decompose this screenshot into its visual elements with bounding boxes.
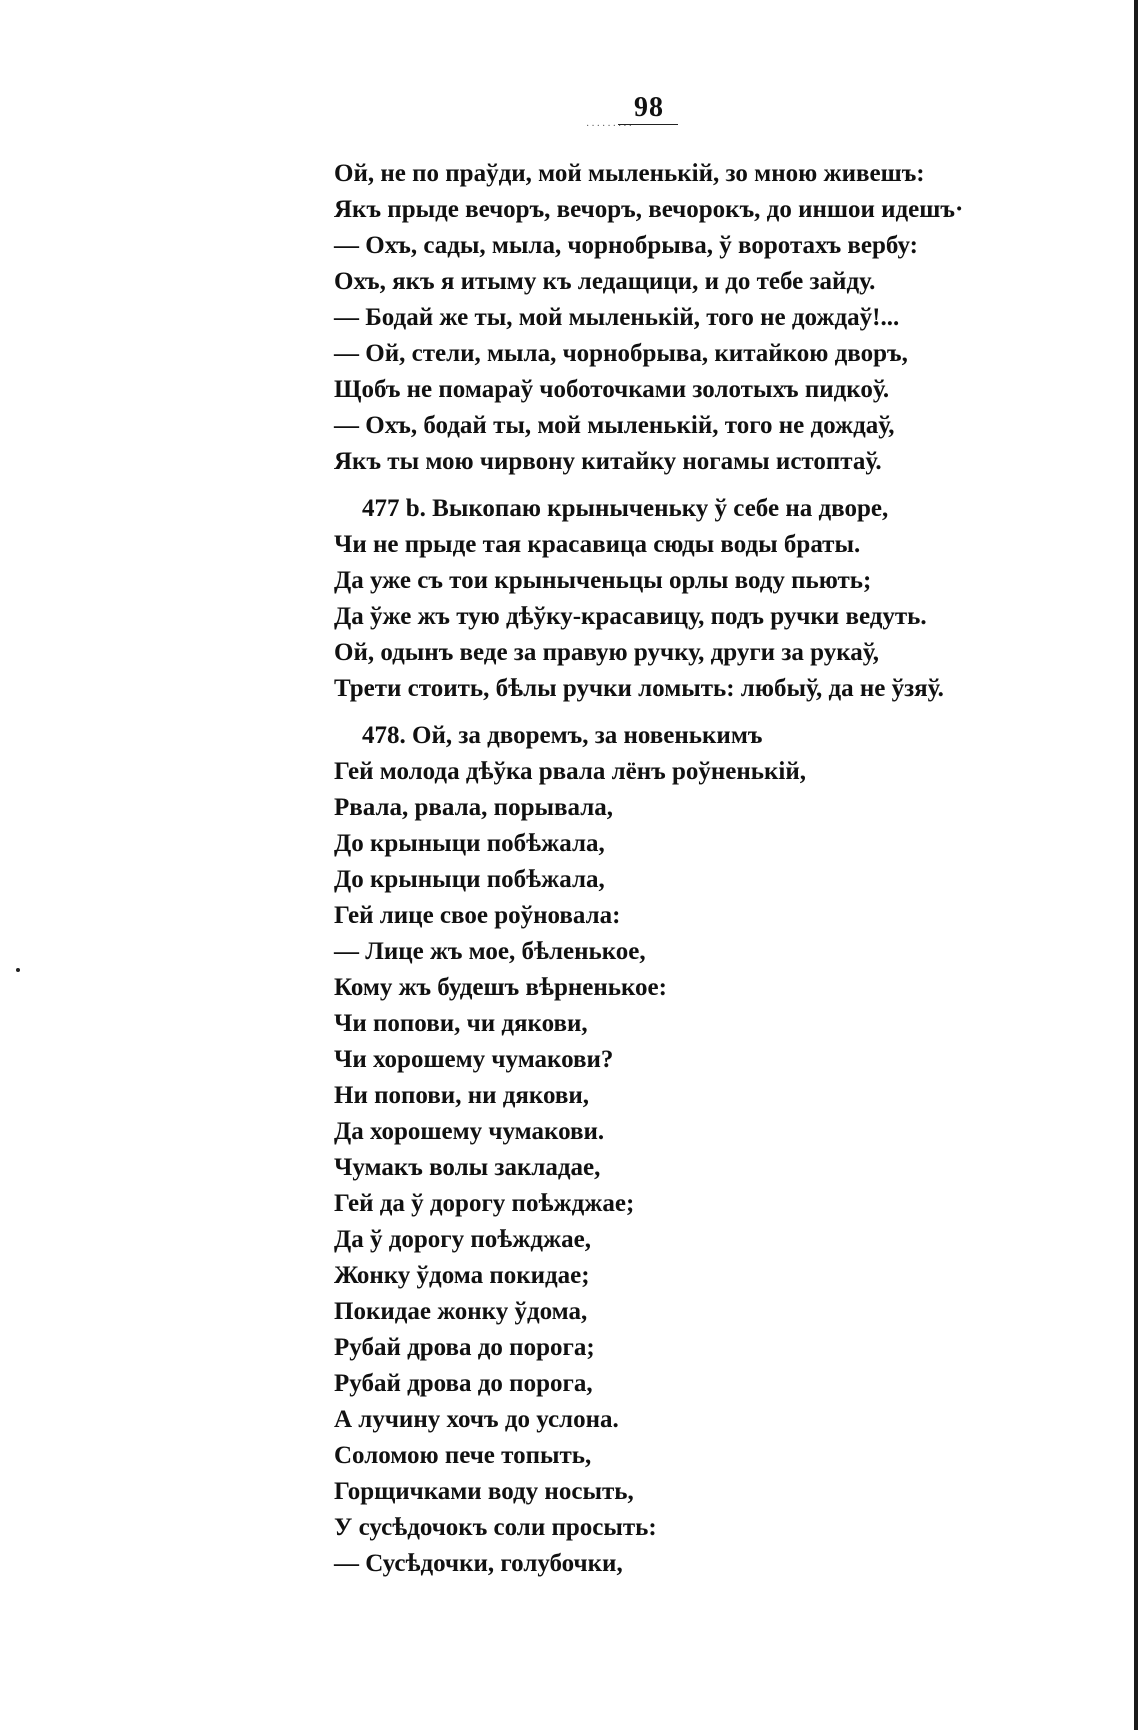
verse-text: Да уже съ тои крыныченьцы орлы воду пьють; [334, 567, 872, 594]
verse-text: Рубай дрова до порога; [334, 1334, 595, 1361]
block-gap [334, 480, 1014, 491]
verse-line [334, 1258, 1014, 1294]
verse-line [334, 228, 1014, 264]
verse-line [334, 372, 1014, 408]
verse-line [334, 1150, 1014, 1186]
verse-text: Гей молода дѣўка рвала лёнъ роўненькій, [334, 758, 807, 785]
verse-line [334, 1402, 1014, 1438]
verse-text: Да хорошему чумакови. [334, 1118, 605, 1145]
verse-text: Гей лице свое роўновала: [334, 902, 621, 929]
verse-line [334, 1366, 1014, 1402]
verse-text: Ни попови, ни дякови, [334, 1082, 590, 1109]
verse-text: До крыныци побѣжала, [334, 866, 605, 893]
verse-text: — Охъ, сады, мыла, чорнобрыва, ў воротахъ вербу: [334, 232, 918, 259]
verse-line [334, 1006, 1014, 1042]
verse-line [334, 264, 1014, 300]
block-gap [334, 707, 1014, 718]
verse-line [334, 527, 1014, 563]
verse-line [334, 635, 1014, 671]
verse-text: — Лице жъ мое, бѣленькое, [334, 938, 646, 965]
verse-line [334, 444, 1014, 480]
verse-text: А лучину хочъ до услона. [334, 1406, 619, 1433]
page-number-rule [618, 124, 678, 125]
entry-number: 478. [362, 722, 406, 749]
verse-text: Гей да ў дорогу поѣжджае; [334, 1190, 635, 1217]
verse-line [334, 563, 1014, 599]
verse-line [334, 1222, 1014, 1258]
verse-line [334, 156, 1014, 192]
verse-line [334, 1294, 1014, 1330]
verse-line [334, 491, 1014, 527]
verse-line [334, 599, 1014, 635]
verse-text: — Сусѣдочки, голубочки, [334, 1550, 623, 1577]
page-number: 98 [634, 92, 664, 123]
verse-line [334, 671, 1014, 707]
verse-line [334, 1438, 1014, 1474]
verse-text: Трети стоить, бѣлы ручки ломыть: любыў, да не ўзяў. [334, 675, 944, 702]
verse-text: Да ўже жъ тую дѣўку-красавицу, подъ ручки ведуть. [334, 603, 927, 630]
verse-line [334, 1186, 1014, 1222]
verse-line [334, 1114, 1014, 1150]
text-block [334, 156, 1014, 1582]
verse-text: У сусѣдочокъ соли просыть: [334, 1514, 657, 1541]
verse-line [334, 754, 1014, 790]
verse-text: Выкопаю крыныченьку ў себе на дворе, [432, 495, 889, 522]
verse-text: Жонку ўдома покидае; [334, 1262, 590, 1289]
verse-text: — Ой, стели, мыла, чорнобрыва, китайкою дворъ, [334, 340, 908, 367]
verse-line [334, 408, 1014, 444]
verse-line [334, 300, 1014, 336]
verse-line [334, 970, 1014, 1006]
verse-text: Рвала, рвала, порывала, [334, 794, 613, 821]
verse-text: Якъ ты мою чирвону китайку ногамы истоптаў. [334, 448, 882, 475]
verse-text: Охъ, якъ я итыму къ ледащици, и до тебе зайду. [334, 268, 876, 295]
page-edge-rule [1134, 0, 1138, 1730]
verse-line [334, 1042, 1014, 1078]
verse-line [334, 862, 1014, 898]
scan-speck [16, 968, 20, 972]
verse-line [334, 898, 1014, 934]
verse-text: До крыныци побѣжала, [334, 830, 605, 857]
verse-text: Соломою пече топыть, [334, 1442, 592, 1469]
verse-line [334, 192, 1014, 228]
verse-line [334, 336, 1014, 372]
entry-number: 477 b. [362, 495, 426, 522]
verse-text: Ой, за дворемъ, за новенькимъ [412, 722, 763, 749]
verse-line [334, 718, 1014, 754]
verse-text: Якъ прыде вечоръ, вечоръ, вечорокъ, до иншои идешъ· [334, 196, 964, 223]
verse-text: Горщичками воду носыть, [334, 1478, 634, 1505]
verse-text: Чи не прыде тая красавица сюды воды браты. [334, 531, 861, 558]
verse-text: — Охъ, бодай ты, мой мыленькій, того не дождаў, [334, 412, 895, 439]
verse-text: Покидае жонку ўдома, [334, 1298, 588, 1325]
verse-line [334, 1546, 1014, 1582]
verse-text: Кому жъ будешъ вѣрненькое: [334, 974, 667, 1001]
verse-text: — Бодай же ты, мой мыленькій, того не дождаў!... [334, 304, 900, 331]
verse-text: Рубай дрова до порога, [334, 1370, 593, 1397]
verse-line [334, 1330, 1014, 1366]
verse-text: Чумакъ волы закладае, [334, 1154, 601, 1181]
verse-line [334, 790, 1014, 826]
verse-text: Щобъ не помараў чоботочками золотыхъ пидкоў. [334, 376, 890, 403]
verse-text: Ой, одынъ веде за правую ручку, други за рукаў, [334, 639, 879, 666]
verse-line [334, 826, 1014, 862]
verse-text: Чи хорошему чумакови? [334, 1046, 614, 1073]
verse-text: Ой, не по праўди, мой мыленькій, зо мною живешъ: [334, 160, 925, 187]
verse-text: Да ў дорогу поѣжджае, [334, 1226, 592, 1253]
verse-line [334, 1078, 1014, 1114]
page-number-dots: ········· [586, 121, 634, 132]
verse-text: Чи попови, чи дякови, [334, 1010, 588, 1037]
verse-line [334, 934, 1014, 970]
verse-line [334, 1510, 1014, 1546]
verse-line [334, 1474, 1014, 1510]
